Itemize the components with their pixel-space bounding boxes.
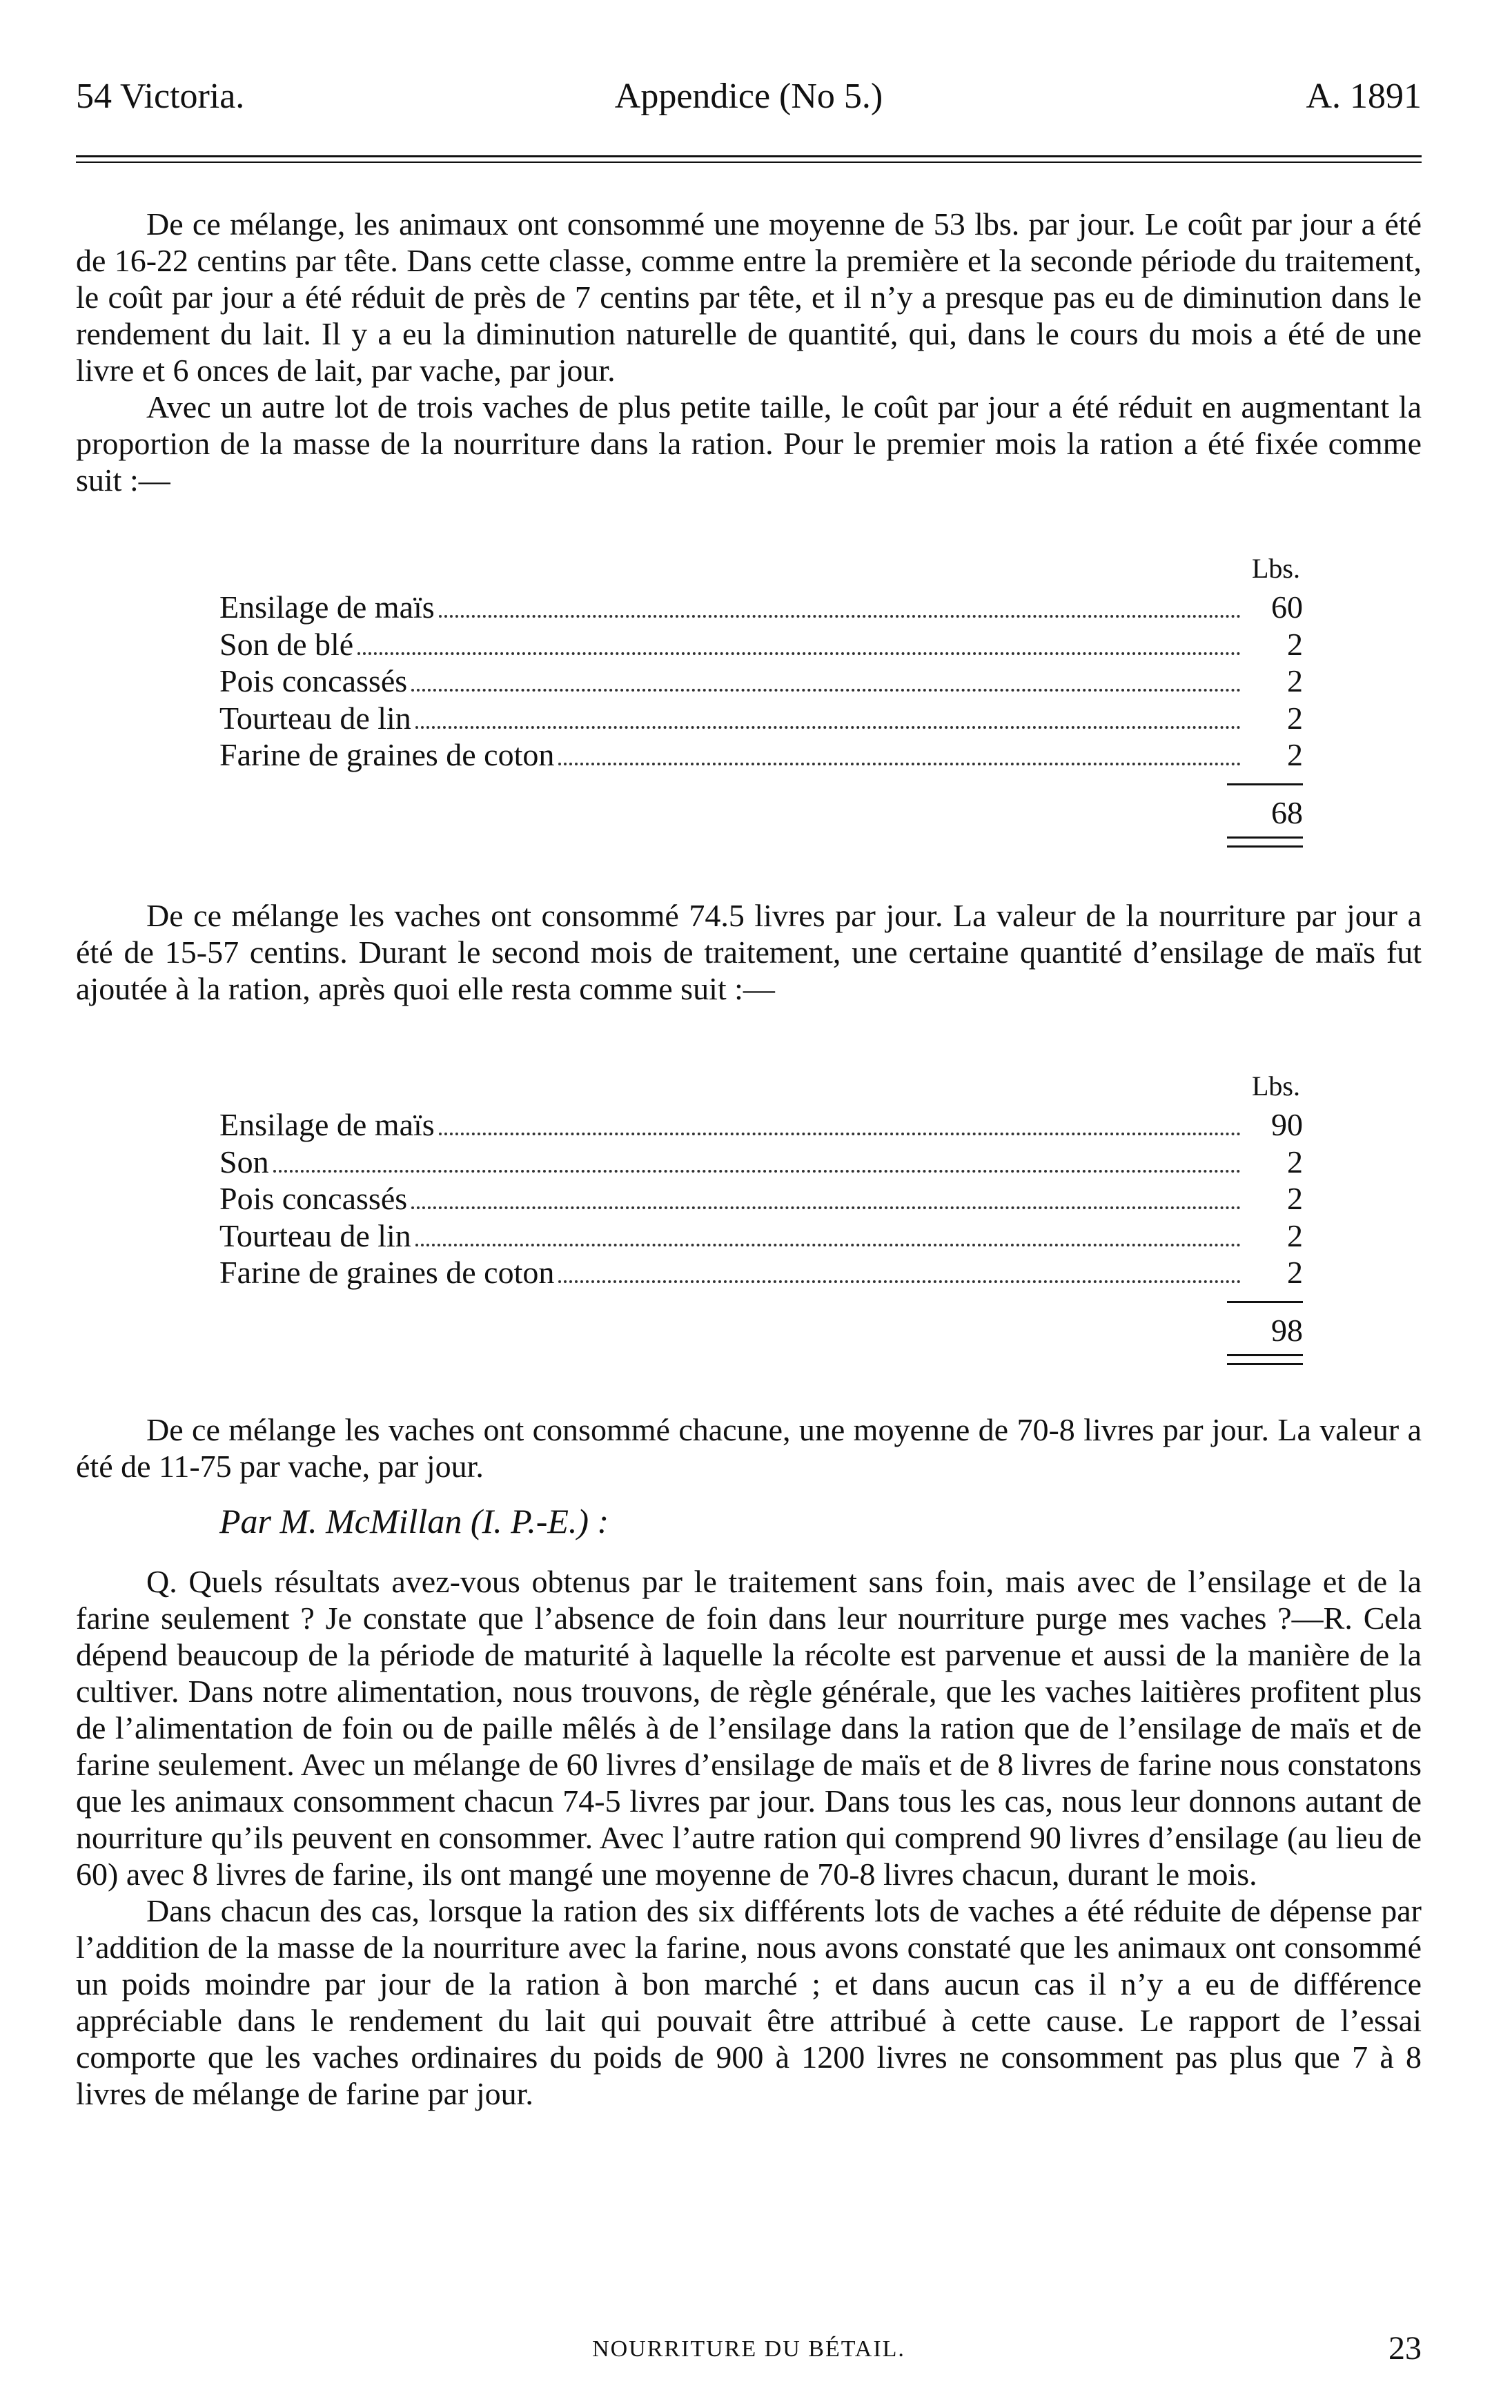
row-name: Farine de graines de coton: [219, 737, 555, 772]
table-unit: Lbs.: [1252, 553, 1300, 584]
row-name: Son: [219, 1144, 269, 1179]
running-header: [76, 76, 1422, 124]
paragraph: Avec un autre lot de trois vaches de plus petite taille, le coût par jour a été réduit en augmentant la proportion de la masse de la nourriture dans la ration. Pour le premier mois la ration a été fixée comme suit :—: [76, 389, 1422, 498]
paragraph: De ce mélange les vaches ont consommé chacune, une moyenne de 70-8 livres par jour. La valeur a été de 11-75 par vache, par jour.: [76, 1412, 1422, 1484]
ration-table-2: [219, 1066, 1303, 1365]
table-total: 68: [1271, 794, 1303, 830]
page-footer: [76, 2329, 1422, 2371]
paragraph: De ce mélange les vaches ont consommé 74.5 livres par jour. La valeur de la nourriture par jour a été de 15-57 centins. Durant le second mois de traitement, une certaine quantité d’ensilage de maïs fut ajoutée à la ration, après quoi elle resta comme suit :—: [76, 898, 1422, 1006]
row-name: Ensilage de maïs: [219, 1107, 435, 1142]
table-row: [219, 1144, 1303, 1181]
row-value: 60: [1271, 589, 1303, 625]
row-name: Ensilage de maïs: [219, 589, 435, 625]
header-session: 54 Victoria.: [76, 77, 245, 116]
table-row: [219, 1106, 1303, 1144]
header-appendix: Appendice (No 5.): [614, 77, 883, 116]
row-name: Son de blé: [219, 626, 354, 662]
table-row: [219, 626, 1303, 663]
row-name: Pois concassés: [219, 663, 408, 698]
row-name: Tourteau de lin: [219, 700, 411, 736]
row-value: 2: [1287, 1217, 1303, 1253]
row-value: 2: [1287, 626, 1303, 662]
row-value: 2: [1287, 1255, 1303, 1290]
table-row: [219, 700, 1303, 737]
paragraph: Q. Quels résultats avez-vous obtenus par le traitement sans foin, mais avec de l’ensilage et de la farine seulement ? Je constate que l’absence de foin dans leur nourriture purge mes vaches ?—R. Cela dépend beaucoup de la période de maturité à laquelle la récolte est parvenue et aussi de la manière de la cultiver. Dans notre alimentation, nous trouvons, de règle générale, que les vaches laitières profitent plus de l’alimentation de foin ou de paille mêlés à de l’ensilage dans la ration que de l’ensilage de maïs et de farine seulement. Avec un mélange de 60 livres d’ensilage de maïs et de 8 livres de farine nous constatons que les animaux consomment chacun 74-5 livres par jour. Dans tous les cas, nous leur donnons autant de nourriture qu’ils peuvent en consommer. Avec l’autre ration qui comprend 90 livres d’ensilage (au lieu de 60) avec 8 livres de farine, ils ont mangé une moyenne de 70-8 livres chacun, durant le mois.: [76, 1564, 1422, 1892]
total-double-rule: [1227, 1354, 1303, 1365]
text-block-3: [76, 1411, 1422, 1485]
table-row: [219, 1254, 1303, 1291]
table-row: [219, 589, 1303, 626]
table-row: [219, 1180, 1303, 1217]
total-double-rule: [1227, 836, 1303, 848]
row-value: 2: [1287, 1181, 1303, 1216]
row-name: Tourteau de lin: [219, 1217, 411, 1253]
footer-title: NOURRITURE DU BÉTAIL.: [592, 2336, 905, 2362]
ration-table-1: [219, 549, 1303, 848]
table-row: [219, 663, 1303, 700]
speaker-heading: Par M. McMillan (I. P.-E.) :: [219, 1502, 609, 1540]
table-total: 98: [1271, 1312, 1303, 1348]
row-value: 2: [1287, 1144, 1303, 1179]
table-unit: Lbs.: [1252, 1070, 1300, 1102]
row-value: 2: [1287, 700, 1303, 736]
row-value: 2: [1287, 737, 1303, 772]
row-name: Pois concassés: [219, 1181, 408, 1216]
text-block-1: [76, 206, 1422, 498]
row-value: 90: [1271, 1107, 1303, 1142]
paragraph: De ce mélange, les animaux ont consommé une moyenne de 53 lbs. par jour. Le coût par jour a été de 16-22 centins par tête. Dans cette classe, comme entre la première et la seconde période du traitement, le coût par jour a été réduit de près de 7 centins par tête, et il n’y a presque pas eu de diminution dans le rendement du lait. Il y a eu la diminution naturelle de quantité, qui, dans le cours du mois a été de une livre et 6 onces de lait, par vache, par jour.: [76, 206, 1422, 388]
header-year: A. 1891: [1306, 77, 1422, 116]
page-number: 23: [1388, 2330, 1422, 2367]
table-row: [219, 1217, 1303, 1255]
text-block-2: [76, 897, 1422, 1007]
row-value: 2: [1287, 663, 1303, 698]
text-block-4: [76, 1563, 1422, 2112]
paragraph: Dans chacun des cas, lorsque la ration des six différents lots de vaches a été réduite de dépense par l’addition de la masse de la nourriture avec la farine, nous avons constaté que les animaux ont consommé un poids moindre par jour de la ration à bon marché ; et dans aucun cas il n’y a eu de différence appréciable dans le rendement du lait qui pouvait être attribué à cette cause. Le rapport de l’essai comporte que les vaches ordinaires du poids de 900 à 1200 livres ne consomment pas plus que 7 à 8 livres de mélange de farine par jour.: [76, 1893, 1422, 2111]
header-double-rule: [76, 155, 1422, 165]
row-name: Farine de graines de coton: [219, 1255, 555, 1290]
table-row: [219, 736, 1303, 774]
